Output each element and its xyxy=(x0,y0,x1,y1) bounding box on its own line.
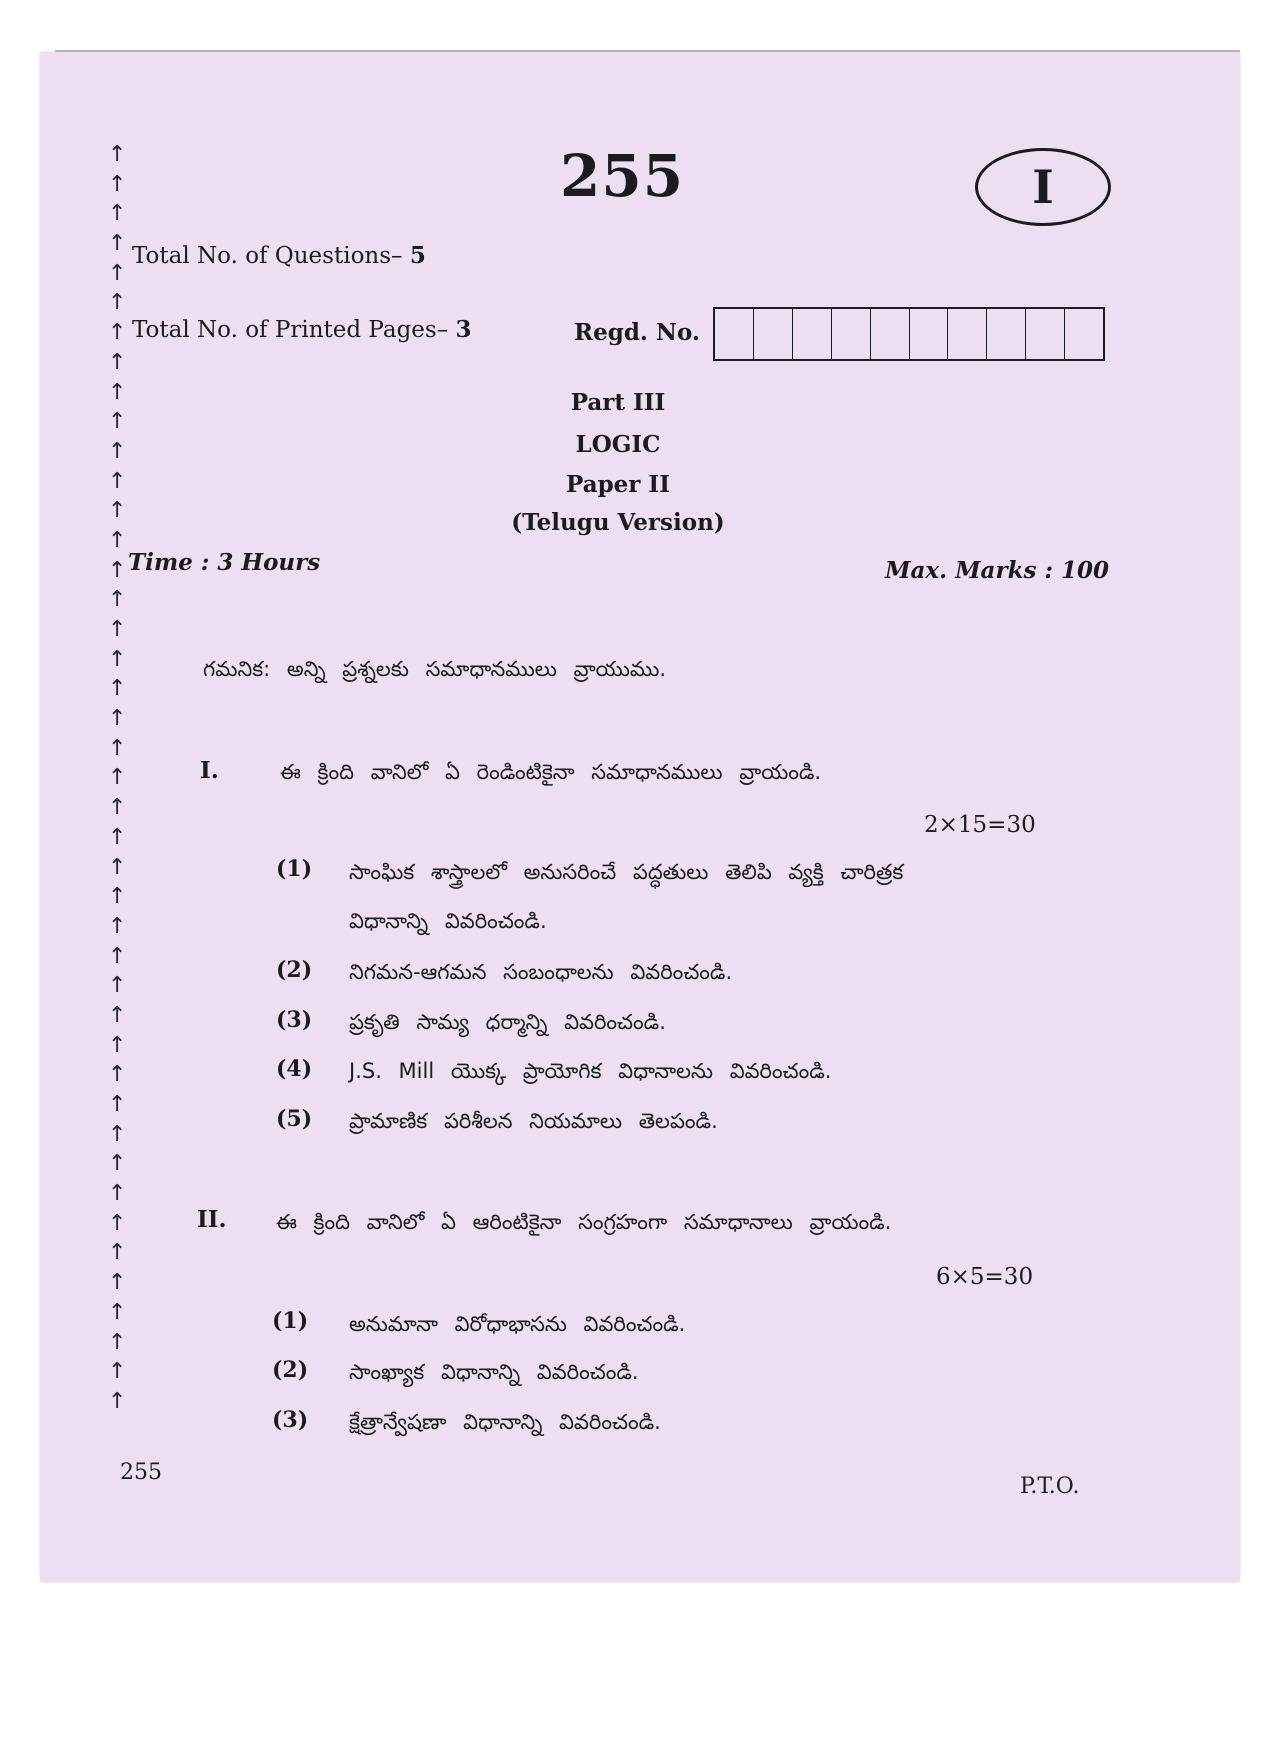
arrow-up-icon: ↑ xyxy=(108,320,127,346)
arrow-up-icon: ↑ xyxy=(108,854,127,880)
set-code-badge xyxy=(975,148,1111,226)
arrow-up-icon: ↑ xyxy=(108,1240,127,1266)
sheet-top-edge xyxy=(55,50,1240,52)
part-title: Part III xyxy=(570,389,666,416)
arrow-up-icon: ↑ xyxy=(108,409,127,435)
arrow-up-icon: ↑ xyxy=(108,1329,127,1355)
arrow-up-icon: ↑ xyxy=(108,765,127,791)
total-questions-label: Total No. of Questions– xyxy=(132,243,403,269)
total-questions xyxy=(132,242,426,269)
paper-title: Paper II xyxy=(566,471,670,498)
arrow-up-icon: ↑ xyxy=(108,617,127,642)
question-number: (2) xyxy=(272,1357,309,1383)
regd-digit-box[interactable] xyxy=(832,309,871,359)
question-number: (4) xyxy=(276,1056,313,1082)
regd-digit-box[interactable] xyxy=(754,309,793,359)
question-text: J.S. Mill యొక్క ప్రాయోగిక విధానాలను వివరించండి. xyxy=(349,1059,832,1083)
arrow-up-icon: ↑ xyxy=(108,795,127,821)
question-text: క్షేత్రాన్వేషణా విధానాన్ని వివరించండి. xyxy=(349,1410,661,1434)
arrow-up-icon: ↑ xyxy=(108,557,127,583)
arrow-up-icon: ↑ xyxy=(108,943,127,969)
arrow-up-icon: ↑ xyxy=(108,1299,127,1325)
question-text-continued: విధానాన్ని వివరించండి. xyxy=(349,909,547,933)
arrow-up-icon: ↑ xyxy=(108,1062,127,1088)
time-duration: Time : 3 Hours xyxy=(128,549,321,576)
regd-no-label: Regd. No. xyxy=(574,319,700,346)
arrow-up-icon: ↑ xyxy=(108,527,127,553)
regd-digit-box[interactable] xyxy=(715,309,754,359)
section-1-number: I. xyxy=(200,757,219,784)
regd-digit-box[interactable] xyxy=(987,309,1026,359)
section-2-marks: 6×5=30 xyxy=(936,1264,1034,1290)
footer-paper-code: 255 xyxy=(120,1460,162,1485)
regd-digit-box[interactable] xyxy=(910,309,949,359)
question-text: ప్రకృతి సామ్య ధర్మాన్ని వివరించండి. xyxy=(349,1010,666,1034)
printed-pages-label: Total No. of Printed Pages– xyxy=(132,317,449,343)
general-note: గమనిక: అన్ని ప్రశ్నలకు సమాధానములు వ్రాయుము. xyxy=(203,657,667,681)
arrow-up-icon: ↑ xyxy=(108,379,127,405)
regd-digit-box[interactable] xyxy=(1026,309,1065,359)
arrow-up-icon: ↑ xyxy=(108,1151,127,1177)
arrow-up-icon: ↑ xyxy=(108,290,127,316)
question-number: (3) xyxy=(272,1407,309,1433)
arrow-up-icon: ↑ xyxy=(108,438,127,464)
arrow-up-icon: ↑ xyxy=(108,646,127,672)
question-text: నిగమన-ఆగమన సంబంధాలను వివరించండి. xyxy=(349,960,733,984)
regd-digit-box[interactable] xyxy=(793,309,832,359)
regd-digit-box[interactable] xyxy=(948,309,987,359)
paper-code: 255 xyxy=(560,142,685,210)
arrow-up-icon: ↑ xyxy=(108,735,127,761)
arrow-up-icon: ↑ xyxy=(108,1270,127,1296)
exam-paper-sheet xyxy=(40,52,1240,1582)
regd-digit-box[interactable] xyxy=(871,309,910,359)
arrow-up-icon: ↑ xyxy=(108,973,127,999)
arrow-up-icon: ↑ xyxy=(108,171,127,197)
section-1-marks: 2×15=30 xyxy=(924,812,1036,838)
max-marks: Max. Marks : 100 xyxy=(885,557,1109,584)
margin-arrow-column xyxy=(108,140,128,1417)
question-number: (1) xyxy=(272,1308,309,1334)
regd-digit-box[interactable] xyxy=(1065,309,1103,359)
arrow-up-icon: ↑ xyxy=(108,201,127,227)
arrow-up-icon: ↑ xyxy=(108,676,127,702)
question-number: (2) xyxy=(276,957,313,983)
arrow-up-icon: ↑ xyxy=(108,231,127,257)
version-title: (Telugu Version) xyxy=(511,509,725,536)
arrow-up-icon: ↑ xyxy=(108,587,127,613)
question-text: సాంఖ్యాక విధానాన్ని వివరించండి. xyxy=(349,1360,639,1384)
arrow-up-icon: ↑ xyxy=(108,884,127,910)
section-2-number: II. xyxy=(197,1206,227,1233)
arrow-up-icon: ↑ xyxy=(108,468,127,494)
question-number: (1) xyxy=(276,856,313,882)
question-number: (3) xyxy=(276,1007,313,1033)
subject-title: LOGIC xyxy=(575,431,661,458)
arrow-up-icon: ↑ xyxy=(108,1032,127,1058)
arrow-up-icon: ↑ xyxy=(108,824,127,850)
arrow-up-icon: ↑ xyxy=(108,1002,127,1028)
arrow-up-icon: ↑ xyxy=(108,498,127,524)
arrow-up-icon: ↑ xyxy=(108,1359,127,1385)
question-text: ప్రామాణిక పరిశీలన నియమాలు తెలపండి. xyxy=(349,1109,718,1133)
regd-no-boxes[interactable] xyxy=(713,307,1105,361)
arrow-up-icon: ↑ xyxy=(108,260,127,286)
arrow-up-icon: ↑ xyxy=(108,1092,127,1117)
arrow-up-icon: ↑ xyxy=(108,913,127,939)
set-code: I xyxy=(1032,160,1054,214)
arrow-up-icon: ↑ xyxy=(108,349,127,375)
arrow-up-icon: ↑ xyxy=(108,1181,127,1207)
printed-pages-value: 3 xyxy=(455,316,472,343)
arrow-up-icon: ↑ xyxy=(108,1121,127,1147)
pto-label: P.T.O. xyxy=(1020,1474,1080,1499)
printed-pages xyxy=(132,316,472,343)
question-number: (5) xyxy=(276,1106,313,1132)
question-text: అనుమానా విరోధాభాసను వివరించండి. xyxy=(349,1312,686,1336)
arrow-up-icon: ↑ xyxy=(108,706,127,732)
question-text: సాంఘిక శాస్త్రాలలో అనుసరించే పద్ధతులు తెలిపి వ్యక్తి చారిత్రక xyxy=(349,860,904,884)
arrow-up-icon: ↑ xyxy=(108,1388,127,1414)
section-2-instruction: ఈ క్రింది వానిలో ఏ ఆరింటికైనా సంగ్రహంగా సమాధానాలు వ్రాయండి. xyxy=(276,1210,892,1234)
section-1-instruction: ఈ క్రింది వానిలో ఏ రెండింటికైనా సమాధానములు వ్రాయండి. xyxy=(280,760,822,784)
total-questions-value: 5 xyxy=(409,242,426,269)
arrow-up-icon: ↑ xyxy=(108,142,127,167)
arrow-up-icon: ↑ xyxy=(108,1210,127,1236)
